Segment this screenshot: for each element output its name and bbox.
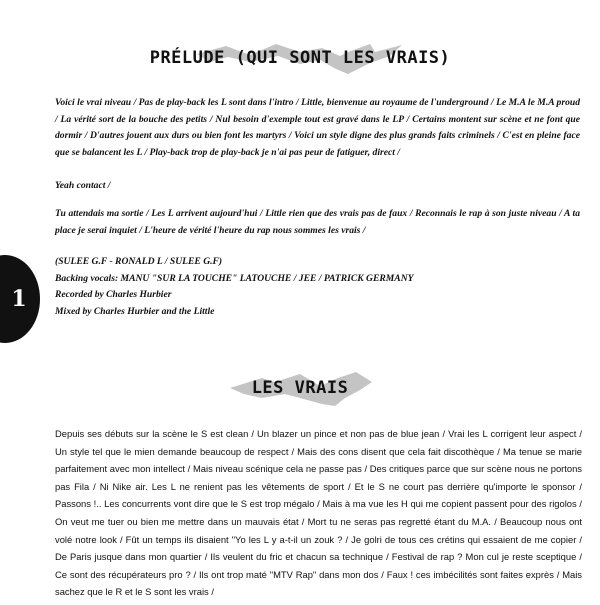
track-number: 1 — [11, 286, 27, 312]
prelude-header — [0, 22, 600, 82]
prelude-verse-1: Voici le vrai niveau / Pas de play-back les L sont dans l'intro / Little, bienvenue au royaume de l'underground / Le M.A le M.A proud / La vérité sort de la bouche des petits / Nul besoin d'exemple tout est gravé dans le LP / Certains montent sur scène et ne font que dormir / D'autres jouent aux durs ou bien font les martyrs / Voici un style digne des plus grands faits criminels / C'est en pleine face que se balancent les L / Play-back trop de play-back je n'ai pas peur de fatiguer, direct / — [55, 97, 580, 158]
credit-authors: (SULEE G.F - RONALD L / SULEE G.F) — [55, 256, 223, 267]
credit-recorded: Recorded by Charles Hurbier — [55, 289, 172, 300]
credit-mixed: Mixed by Charles Hurbier and the Little — [55, 305, 215, 317]
prelude-verse-2: Yeah contact / — [55, 180, 111, 191]
les-vrais-lyrics: Depuis ses débuts sur la scène le S est clean / Un blazer un pince et non pas de blue jean / Vrai les L corrigent leur aspect / Un style tel que le mien demande beaucoup de respect / Mais des cons disent que cela fait discothèque / Ma tenue se marie parfaitement avec mon intellect / Mais niveau scénique cela ne passe pas / Des critiques parce que sur scène nous ne portons pas Fila / Ni Nike air. Les L ne renient pas les vêtements de sport / Et le S ne court pas derrière qu'importe le sponsor / Passons !.. Les concurrents vont dire que le S est trop mégalo / Mais à ma vue les H qui me copient passent pour des rigolos / On veut me tuer ou bien me mettre dans un mauvais état / Mort tu ne seras pas regretté étant du M.A. / Beaucoup nous ont volé notre look / Fût un temps ils disaient "Yo les L y a-t-il un zouk ? / Je golri de tous ces crétins qui essaient de me copier / De Paris jusque dans mon quartier / Ils veulent du fric et chacun sa technique / Festival de rap ? Mon cul je reste sceptique / Ce sont des récupérateurs pro ? / Ils ont trop maté "MTV Rap" dans mon dos / Faux ! ces imbécilités sont faites exprès / Mais sachez que le R et le S sont les vrais / — [55, 428, 582, 598]
les-vrais-header — [0, 360, 600, 420]
prelude-verse-3: Tu attendais ma sortie / Les L arrivent aujourd'hui / Little rien que des vrais pas de faux / Reconnais le rap à son juste niveau / A ta place je serai inquiet / L'heure de vérité l'heure du rap nous sommes les vrais / — [55, 208, 580, 236]
credit-backing-vocals: Backing vocals: MANU "SUR LA TOUCHE" LATOUCHE / JEE / PATRICK GERMANY — [55, 272, 414, 284]
les-vrais-title: LES VRAIS — [251, 378, 349, 398]
prelude-credits — [55, 254, 580, 320]
prelude-title: PRÉLUDE (QUI SONT LES VRAIS) — [149, 48, 451, 68]
